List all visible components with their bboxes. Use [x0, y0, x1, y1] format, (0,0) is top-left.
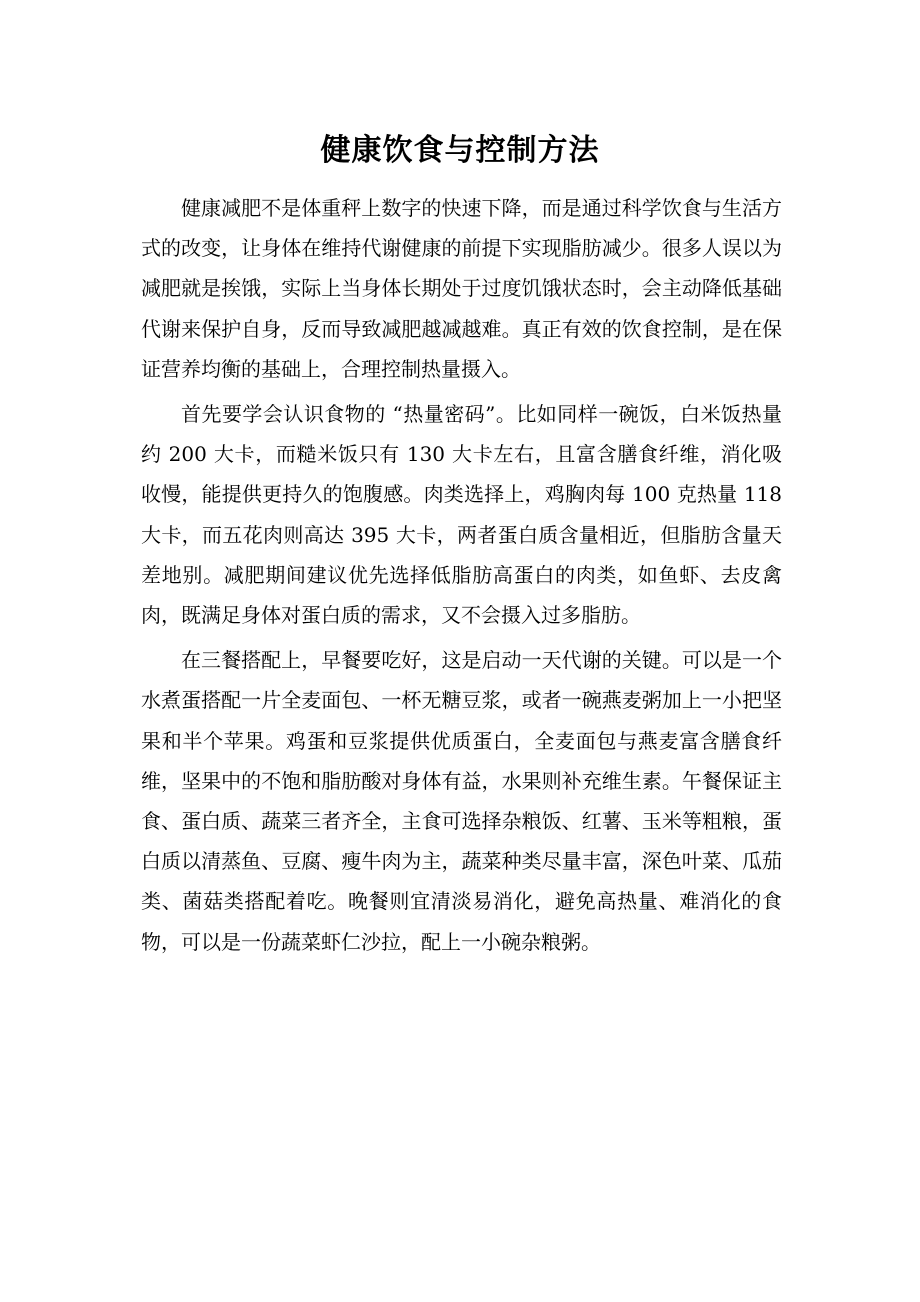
paragraph-calories: 首先要学会认识食物的 “热量密码”。比如同样一碗饭，白米饭热量约 200 大卡，而糙米饭只有 130 大卡左右，且富含膳食纤维，消化吸收慢，能提供更持久的饱腹感。肉类选择上，鸡胸肉每 100 克热量 118 大卡，而五花肉则高达 395 大卡，两者蛋白质含量相近，但脂肪含量天差地别。减肥期间建议优先选择低脂肪高蛋白的肉类，如鱼虾、去皮禽肉，既满足身体对蛋白质的需求，又不会摄入过多脂肪。: [141, 402, 782, 628]
paragraph-intro: 健康减肥不是体重秤上数字的快速下降，而是通过科学饮食与生活方式的改变，让身体在维持代谢健康的前提下实现脂肪减少。很多人误以为减肥就是挨饿，实际上当身体长期处于过度饥饿状态时，会主动降低基础代谢来保护自身，反而导致减肥越减越难。真正有效的饮食控制，是在保证营养均衡的基础上，合理控制热量摄入。: [141, 196, 782, 381]
document-body: [141, 188, 782, 967]
paragraph-meals: 在三餐搭配上，早餐要吃好，这是启动一天代谢的关键。可以是一个水煮蛋搭配一片全麦面包、一杯无糖豆浆，或者一碗燕麦粥加上一小把坚果和半个苹果。鸡蛋和豆浆提供优质蛋白，全麦面包与燕麦富含膳食纤维，坚果中的不饱和脂肪酸对身体有益，水果则补充维生素。午餐保证主食、蛋白质、蔬菜三者齐全，主食可选择杂粮饭、红薯、玉米等粗粮，蛋白质以清蒸鱼、豆腐、瘦牛肉为主，蔬菜种类尽量丰富，深色叶菜、瓜茄类、菌菇类搭配着吃。晚餐则宜清淡易消化，避免高热量、难消化的食物，可以是一份蔬菜虾仁沙拉，配上一小碗杂粮粥。: [141, 648, 782, 954]
document-title: 健康饮食与控制方法: [320, 133, 600, 168]
